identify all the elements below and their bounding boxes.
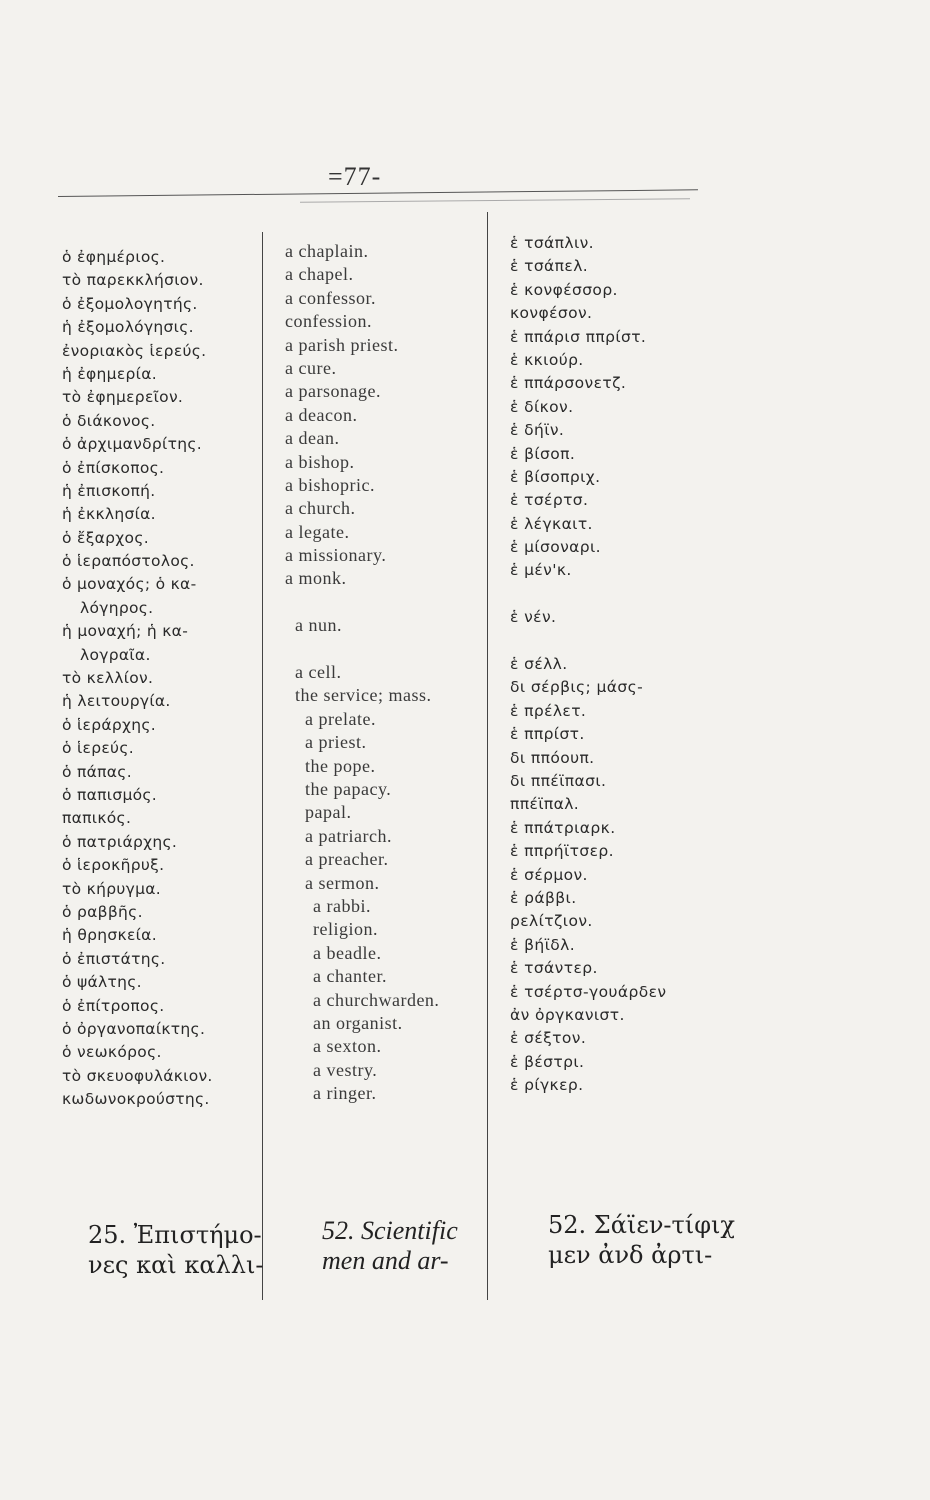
greek-column [62, 246, 262, 1111]
english-line: a preacher. [305, 849, 389, 870]
greek-line: ὁ ἱερεύς. [62, 739, 134, 758]
english-line: a parish priest. [285, 334, 399, 355]
pronunciation-line: ἑ δήϊν. [510, 421, 565, 440]
greek-line: ὁ ἱεραπόστολος. [62, 552, 195, 571]
pronunciation-line: ἑ ππάτριαρκ. [510, 818, 616, 837]
english-line: a beadle. [313, 942, 382, 963]
pronunciation-line: ἑ ρίγκερ. [510, 1076, 584, 1095]
english-line: a cure. [285, 357, 337, 378]
english-line: a legate. [285, 521, 350, 542]
greek-line: τὸ κελλίον. [62, 669, 154, 688]
greek-line: ἡ ἐξομολόγησις. [62, 318, 194, 337]
english-line [285, 638, 490, 661]
english-line: a vestry. [313, 1059, 378, 1080]
english-line: a deacon. [285, 404, 358, 425]
greek-line: ἡ μοναχή; ἡ κα- [62, 622, 189, 641]
greek-line: ἡ ἐπισκοπή. [62, 481, 156, 500]
heading-line: men and ar- [322, 1246, 449, 1275]
english-line: a patriarch. [305, 825, 392, 846]
top-rule-shadow [300, 198, 690, 202]
pronunciation-line: ἑ ππάρσονετζ. [510, 374, 627, 393]
greek-line: ὁ ραββῆς. [62, 902, 143, 921]
greek-line: ὁ ἐπιστάτης. [62, 949, 166, 968]
pronunciation-line: ἑ λέγκαιτ. [510, 514, 593, 533]
english-line: a bishopric. [285, 474, 375, 495]
english-line: a nun. [295, 615, 342, 636]
greek-line: ὁ ἀρχιμανδρίτης. [62, 435, 202, 454]
section-heading-pronunciation [548, 1210, 735, 1270]
pronunciation-line: ἑ μίσοναρι. [510, 538, 602, 557]
english-line: the pope. [305, 755, 376, 776]
section-heading-english [322, 1216, 458, 1276]
section-heading-greek [88, 1220, 264, 1280]
pronunciation-line: ἑ κκιούρ. [510, 350, 584, 369]
greek-line: ὁ ἐξομολογητής. [62, 294, 198, 313]
greek-line: ἡ ἐφημερία. [62, 364, 157, 383]
pronunciation-line: ἑ πρέλετ. [510, 701, 587, 720]
pronunciation-line: ἑ βίσοπ. [510, 444, 576, 463]
heading-line: 52. Scientific [322, 1216, 458, 1245]
pronunciation-line: δι ππόουπ. [510, 748, 595, 767]
greek-line: ὁ ἐπίσκοπος. [62, 458, 165, 477]
greek-line: ἐνοριακὸς ἱερεύς. [62, 341, 207, 360]
english-line: confession. [285, 311, 372, 332]
pronunciation-line [510, 583, 750, 606]
pronunciation-line: δι σέρβις; μάσς- [510, 678, 644, 697]
pronunciation-line: ἑ ππάρισ ππρίστ. [510, 327, 647, 346]
pronunciation-line: ἑ τσέρτσ-γουάρδεν [510, 982, 667, 1001]
english-line: a monk. [285, 568, 347, 589]
greek-line: τὸ κήρυγμα. [62, 879, 161, 898]
pronunciation-line: δι ππέϊπασι. [510, 771, 607, 790]
pronunciation-line: ἑ σέρμον. [510, 865, 588, 884]
greek-line: λογραῖα. [80, 645, 151, 664]
greek-line: παπικός. [62, 809, 132, 828]
english-line: a chapel. [285, 264, 354, 285]
pronunciation-line: κονφέσον. [510, 304, 593, 323]
heading-line: 25. Ἐπιστήμο- [88, 1221, 262, 1249]
english-line: a prelate. [305, 708, 376, 729]
pronunciation-line: ἑ βίσοπριχ. [510, 467, 601, 486]
english-line: a chaplain. [285, 241, 369, 261]
greek-line: ὁ ἱεροκῆρυξ. [62, 856, 165, 875]
pronunciation-line [510, 630, 750, 653]
heading-line: νες καὶ καλλι- [88, 1251, 264, 1279]
greek-line: ὁ μοναχός; ὁ κα- [62, 575, 197, 594]
pronunciation-line: ἑ ππρίστ. [510, 725, 585, 744]
english-line: a confessor. [285, 287, 376, 308]
greek-line: ὁ πάπας. [62, 762, 132, 781]
greek-line: ἡ θρησκεία. [62, 926, 157, 945]
english-line: a dean. [285, 428, 340, 449]
pronunciation-line: ἑ τσάπλιν. [510, 234, 595, 252]
column-divider-left [262, 232, 263, 1300]
pronunciation-line: ἀν ὀργκανιστ. [510, 1005, 625, 1024]
pronunciation-line: ἑ κονφέσσορ. [510, 280, 618, 299]
pronunciation-line: ἑ μέν'κ. [510, 561, 572, 580]
pronunciation-line: ἑ δίκον. [510, 397, 574, 416]
greek-line: ὁ ἐπίτροπος. [62, 996, 165, 1015]
pronunciation-line: ἑ σέλλ. [510, 655, 568, 674]
english-column [285, 240, 490, 1105]
pronunciation-line: ἑ τσάντερ. [510, 959, 598, 978]
greek-line: τὸ ἐφημερεῖον. [62, 388, 184, 407]
english-line: the papacy. [305, 778, 392, 799]
english-line: a chanter. [313, 966, 387, 987]
english-line: a church. [285, 498, 356, 519]
english-line: a cell. [295, 662, 342, 683]
english-line: the service; mass. [295, 685, 432, 706]
english-line: a sermon. [305, 872, 380, 893]
heading-line: 52. Σάϊεν-τίφιχ [548, 1211, 735, 1239]
greek-line: ὁ παπισμός. [62, 785, 158, 804]
greek-line: ὁ διάκονος. [62, 411, 156, 430]
pronunciation-line: ἑ βήϊδλ. [510, 935, 576, 954]
english-line: papal. [305, 802, 352, 823]
heading-line: μεν ἀνδ ἀρτι- [548, 1241, 713, 1269]
english-line: religion. [313, 919, 378, 940]
greek-line: ὁ ψάλτης. [62, 973, 142, 992]
english-line: an organist. [313, 1012, 403, 1033]
greek-line: ὁ ἔξαρχος. [62, 528, 149, 547]
pronunciation-line: ἑ βέστρι. [510, 1052, 585, 1071]
pronunciation-line: ππέϊπαλ. [510, 795, 580, 814]
greek-line: ὁ ὀργανοπαίκτης. [62, 1019, 206, 1038]
greek-line: ὁ ἱεράρχης. [62, 715, 157, 734]
english-line: a ringer. [313, 1083, 377, 1104]
pronunciation-line: ἑ νέν. [510, 608, 557, 627]
english-line: a rabbi. [313, 895, 371, 916]
pronunciation-line: ἑ ράββι. [510, 888, 577, 907]
greek-line: τὸ παρεκκλήσιον. [62, 271, 204, 290]
english-line: a sexton. [313, 1036, 382, 1057]
pronunciation-line: ἑ τσέρτσ. [510, 491, 589, 510]
greek-line: ἡ ἐκκλησία. [62, 505, 156, 524]
greek-line: κωδωνοκρούστης. [62, 1090, 210, 1109]
greek-line: ὁ πατριάρχης. [62, 832, 178, 851]
pronunciation-line: ρελίτζιον. [510, 912, 593, 931]
pronunciation-line: ἑ σέξτον. [510, 1029, 587, 1048]
english-line: a parsonage. [285, 381, 381, 402]
pronunciation-line: ἑ τσάπελ. [510, 257, 589, 276]
pronunciation-column [510, 232, 750, 1097]
greek-line: ὁ ἐφημέριος. [62, 248, 166, 266]
greek-line: ὁ νεωκόρος. [62, 1043, 162, 1062]
pronunciation-line: ἑ ππρήϊτσερ. [510, 842, 614, 861]
greek-line: τὸ σκευοφυλάκιον. [62, 1066, 213, 1085]
english-line: a churchwarden. [313, 989, 440, 1010]
english-line [285, 591, 490, 614]
english-line: a missionary. [285, 545, 387, 566]
english-line: a bishop. [285, 451, 355, 472]
english-line: a priest. [305, 732, 367, 753]
greek-line: λόγηρος. [80, 598, 154, 617]
greek-line: ἡ λειτουργία. [62, 692, 171, 711]
page-number: =77- [328, 162, 382, 191]
